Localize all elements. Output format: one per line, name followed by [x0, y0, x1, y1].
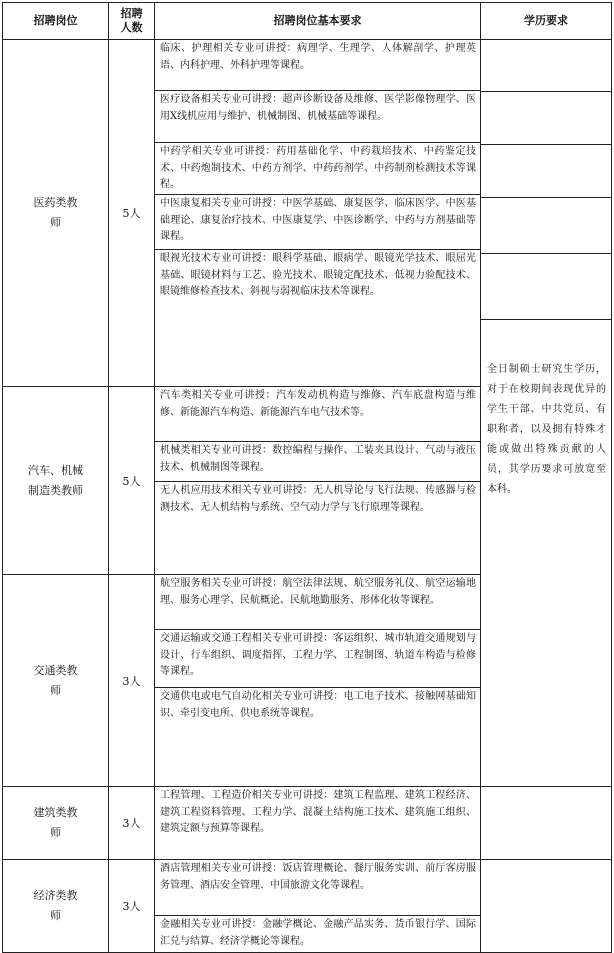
education-requirement: 全日制硕士研究生学历，对于在校期间表现优异的学生干部、中共党员、有职称者，以及拥有特殊才能或做出特殊贡献的人员，其学历要求可放宽至本科。 [487, 364, 606, 495]
table-row-construction [3, 787, 612, 860]
count-cell: 3人 [109, 575, 155, 787]
header-position: 招聘岗位 [3, 3, 109, 40]
requirement-item: 酒店管理相关专业可讲授：饭店管理概论、餐厅服务实训、前厅客房服务管理、酒店安全管理、中国旅游文化等课程。 [155, 860, 480, 916]
requirement-item: 航空服务相关专业可讲授：航空法律法规、航空服务礼仪、航空运输地理、服务心理学、民航概论、民航地勤服务、形体化妆等课程。 [155, 575, 480, 630]
header-count [109, 3, 155, 40]
education-empty-cell [481, 860, 612, 953]
requirement-item: 眼视光技术专业可讲授：眼科学基础、眼病学、眼镜光学技术、眼屈光基础、眼镜材料与工艺、验光技术、眼镜定配技术、低视力验配技术、眼镜维修检查技术、斜视与弱视临床技术等课程。 [160, 253, 476, 297]
education-divider [481, 92, 611, 145]
table-header-row [3, 3, 612, 40]
position-label: 经济类教师 [33, 889, 78, 922]
requirements-cell [155, 860, 481, 953]
requirement-item: 交通运输或交通工程相关专业可讲授：客运组织、城市轨道交通规划与设计、行车组织、调度指挥、工程力学、工程制图、轨道车构造与检修等课程。 [155, 630, 480, 688]
position-cell [3, 787, 109, 860]
header-education: 学历要求 [481, 3, 612, 40]
position-label: 医药类教师 [33, 196, 78, 230]
requirement-item: 工程管理、工程造价相关专业可讲授：建筑工程监理、建筑工程经济、建筑工程资料管理、工程力学、混凝土结构施工技术、建筑施工组织、建筑定额与预算等课程。 [160, 790, 476, 834]
requirements-cell [155, 787, 481, 860]
position-label: 建筑类教师 [33, 806, 78, 839]
position-cell [3, 387, 109, 575]
count-cell: 3人 [109, 860, 155, 953]
education-divider [481, 254, 611, 320]
education-divider [481, 145, 611, 198]
requirement-item: 机械类相关专业可讲授：数控编程与操作、工装夹具设计、气动与液压技术、机械制图等课程。 [155, 442, 480, 482]
requirements-cell [155, 387, 481, 575]
position-cell [3, 860, 109, 953]
position-label: 汽车、机械制造类教师 [28, 463, 83, 497]
requirement-item: 汽车类相关专业可讲授：汽车发动机构造与维修、汽车底盘构造与维修、新能源汽车构造、新能源汽车电气技术等。 [155, 387, 480, 442]
table-row-economics [3, 860, 612, 953]
header-requirements: 招聘岗位基本要求 [155, 3, 481, 40]
education-divider [481, 40, 611, 92]
requirements-cell [155, 575, 481, 787]
count-cell: 3人 [109, 787, 155, 860]
requirement-item: 中医康复相关专业可讲授：中医学基础、康复医学、临床医学、中医基础理论、康复治疗技术、中医康复学、中医诊断学、中药与方剂基础等课程。 [155, 195, 480, 250]
position-cell [3, 575, 109, 787]
requirements-cell [155, 40, 481, 387]
header-count-label: 招聘人数 [120, 7, 143, 34]
education-gap-cell [481, 40, 612, 787]
requirement-item: 临床、护理相关专业可讲授：病理学、生理学、人体解剖学、护理英语、内科护理、外科护理等课程。 [155, 40, 480, 91]
count-cell: 5人 [109, 387, 155, 575]
recruitment-table [2, 2, 612, 953]
education-divider [481, 198, 611, 254]
requirement-item: 医疗设备相关专业可讲授：超声诊断设备及维修、医学影像物理学、医用X线机应用与维护、机械制图、机械基础等课程。 [155, 91, 480, 143]
requirement-item: 金融相关专业可讲授：金融学概论、金融产品实务、货币银行学、国际汇兑与结算、经济学概论等课程。 [160, 919, 476, 947]
education-empty-cell [481, 787, 612, 860]
requirement-item: 无人机应用技术相关专业可讲授：无人机导论与飞行法规、传感器与检测技术、无人机结构与系统、空气动力学与飞行原理等课程。 [160, 485, 476, 513]
table-row-medical [3, 40, 612, 387]
position-label: 交通类教师 [33, 663, 78, 697]
count-cell: 5人 [109, 40, 155, 387]
requirement-item: 交通供电或电气自动化相关专业可讲授：电工电子技术、接触网基础知识、牵引变电所、供电系统等课程。 [160, 691, 476, 719]
position-cell [3, 40, 109, 387]
requirement-item: 中药学相关专业可讲授：药用基础化学、中药栽培技术、中药鉴定技术、中药炮制技术、中药方剂学、中药药剂学、中药制剂检测技术等课程。 [155, 143, 480, 195]
